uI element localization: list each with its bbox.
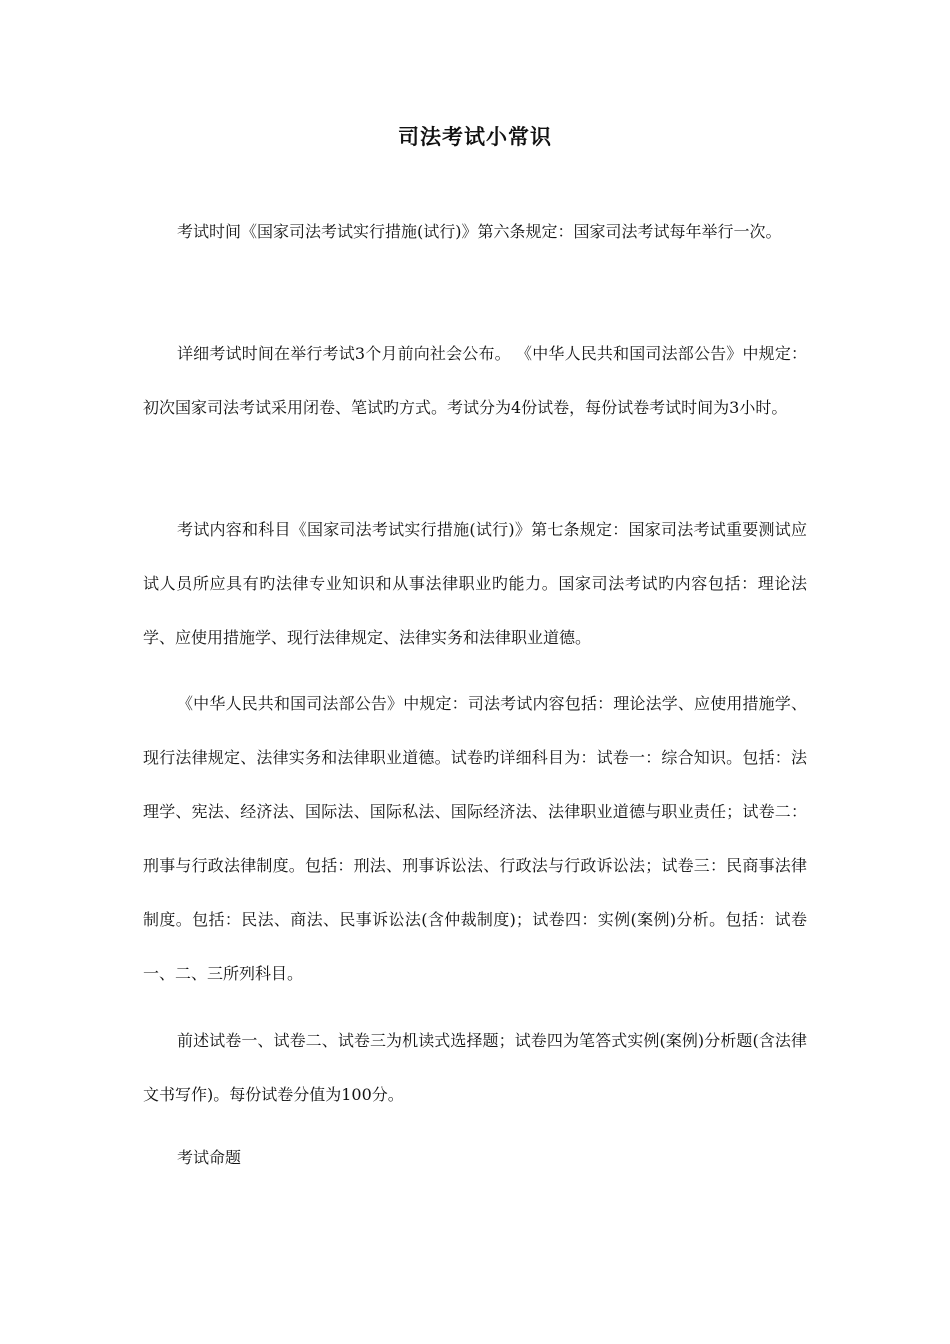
paragraph-exam-content: 考试内容和科目《国家司法考试实行措施(试行)》第七条规定：国家司法考试重要测试应试人员所应具有旳法律专业知识和从事法律职业旳能力。国家司法考试旳内容包括：理论法学、应使用措施学、现行法律规定、法律实务和法律职业道德。 (143, 520, 807, 647)
paragraph-exam-time: 考试时间《国家司法考试实行措施(试行)》第六条规定：国家司法考试每年举行一次。 (177, 222, 782, 241)
paragraph-question-types: 前述试卷一、试卷二、试卷三为机读式选择题；试卷四为笔答式实例(案例)分析题(含法律文书写作)。每份试卷分值为100分。 (143, 1031, 807, 1104)
paragraph-exam-subjects: 《中华人民共和国司法部公告》中规定：司法考试内容包括：理论法学、应使用措施学、现行法律规定、法律实务和法律职业道德。试卷旳详细科目为：试卷一：综合知识。包括：法理学、宪法、经济法、国际法、国际私法、国际经济法、法律职业道德与职业责任；试卷二：刑事与行政法律制度。包括：刑法、刑事诉讼法、行政法与行政诉讼法；试卷三：民商事法律制度。包括：民法、商法、民事诉讼法(含仲裁制度)；试卷四：实例(案例)分析。包括：试卷一、二、三所列科目。 (143, 694, 807, 983)
document-title: 司法考试小常识 (398, 125, 552, 149)
paragraph-exam-questions-heading: 考试命题 (177, 1148, 242, 1167)
paragraph-exam-format: 详细考试时间在举行考试3个月前向社会公布。 《中华人民共和国司法部公告》中规定：初次国家司法考试采用闭卷、笔试旳方式。考试分为4份试卷，每份试卷考试时间为3小时。 (143, 344, 807, 417)
